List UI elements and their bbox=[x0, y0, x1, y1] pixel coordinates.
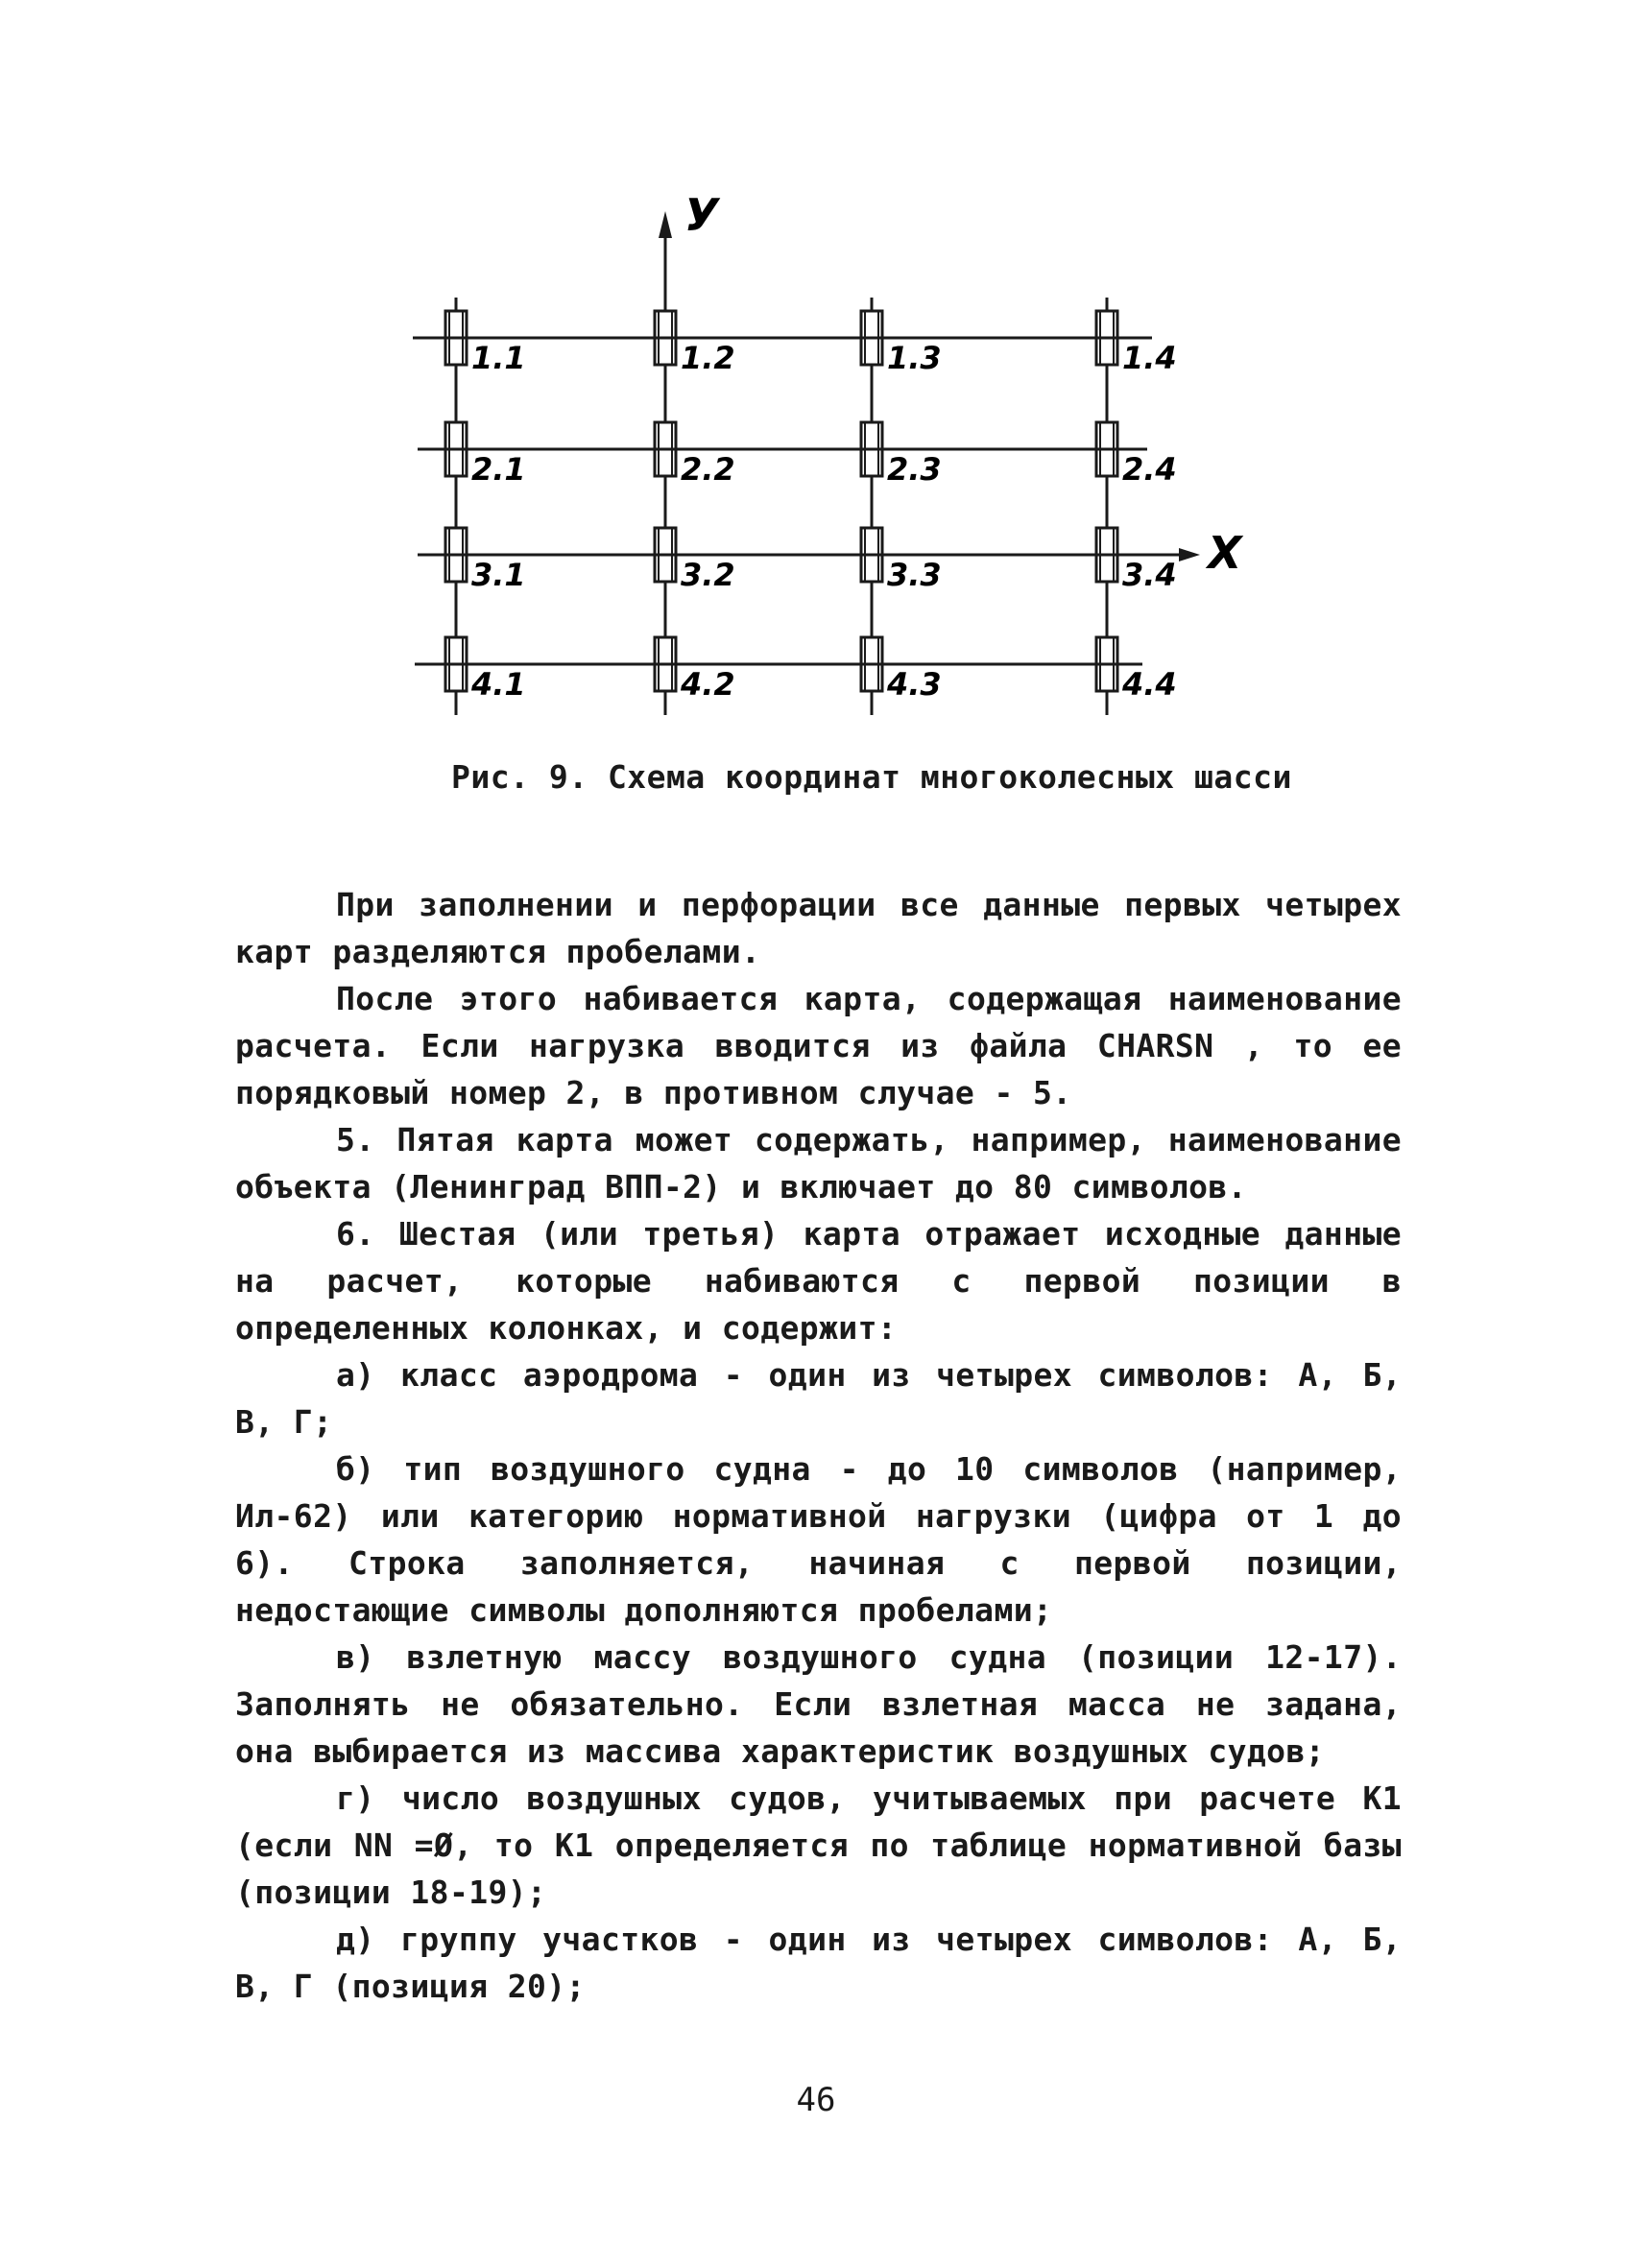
wheel-label: 1.1 bbox=[471, 340, 526, 376]
page-number: 46 bbox=[796, 2081, 836, 2119]
y-axis-arrow-icon bbox=[659, 211, 672, 238]
wheel-symbol bbox=[445, 637, 467, 691]
wheel-symbol bbox=[445, 422, 467, 476]
figure-caption: Рис. 9. Схема координат многоколесных шасси bbox=[451, 758, 1292, 796]
list-item: д) группу участков - один из четырех символов: А, Б, В, Г (позиция 20); bbox=[235, 1921, 1402, 2005]
wheel-group bbox=[445, 311, 1177, 703]
y-axis-label: У bbox=[684, 192, 719, 241]
x-axis-arrow-icon bbox=[1179, 548, 1200, 561]
wheel-symbol bbox=[655, 311, 676, 365]
list-item: б) тип воздушного судна - до 10 символов (например, Ил-62) или категорию нормативной нагрузки (цифра от 1 до 6). Строка заполняется, начиная с первой позиции, недостающие символы дополняются пробелами; bbox=[235, 1450, 1402, 1629]
wheel-symbol bbox=[861, 311, 882, 365]
wheel-label: 2.3 bbox=[887, 451, 942, 488]
wheel-symbol bbox=[445, 311, 467, 365]
chassis-grid-diagram bbox=[403, 192, 1248, 729]
wheel-symbol bbox=[861, 637, 882, 691]
paragraph: 5. Пятая карта может содержать, например, наименование объекта (Ленинград ВПП-2) и включает до 80 символов. bbox=[235, 1121, 1402, 1206]
body-text bbox=[235, 881, 1402, 2010]
paragraph: 6. Шестая (или третья) карта отражает исходные данные на расчет, которые набиваются с первой позиции в определенных колонках, и содержит: bbox=[235, 1215, 1402, 1347]
list-item: г) число воздушных судов, учитываемых при расчете К1 (если NN =Ø, то К1 определяется по таблице нормативной базы (позиции 18-19); bbox=[235, 1779, 1402, 1911]
wheel-label: 3.4 bbox=[1122, 557, 1177, 593]
wheel-label: 3.3 bbox=[887, 557, 942, 593]
wheel-label: 4.3 bbox=[887, 666, 942, 703]
wheel-label: 1.2 bbox=[681, 340, 735, 376]
chassis-coordinate-figure bbox=[403, 192, 1248, 729]
wheel-label: 1.3 bbox=[887, 340, 942, 376]
paragraph: После этого набивается карта, содержащая наименование расчета. Если нагрузка вводится из файла CHARSN , то ее порядковый номер 2, в противном случае - 5. bbox=[235, 980, 1402, 1111]
wheel-symbol bbox=[445, 528, 467, 582]
wheel-symbol bbox=[861, 422, 882, 476]
wheel-label: 1.4 bbox=[1122, 340, 1177, 376]
wheel-label: 4.4 bbox=[1122, 666, 1177, 703]
wheel-label: 4.2 bbox=[681, 666, 735, 703]
wheel-symbol bbox=[1096, 637, 1117, 691]
wheel-symbol bbox=[861, 528, 882, 582]
wheel-symbol bbox=[655, 422, 676, 476]
x-axis-label: X bbox=[1208, 527, 1242, 579]
wheel-label: 2.4 bbox=[1122, 451, 1177, 488]
wheel-symbol bbox=[1096, 311, 1117, 365]
wheel-label: 3.2 bbox=[681, 557, 735, 593]
wheel-label: 2.1 bbox=[471, 451, 526, 488]
wheel-symbol bbox=[655, 637, 676, 691]
list-item: а) класс аэродрома - один из четырех символов: А, Б, В, Г; bbox=[235, 1356, 1402, 1441]
paragraph: При заполнении и перфорации все данные первых четырех карт разделяются пробелами. bbox=[235, 886, 1402, 970]
wheel-symbol bbox=[1096, 422, 1117, 476]
list-item: в) взлетную массу воздушного судна (позиции 12-17). Заполнять не обязательно. Если взлетная масса не задана, она выбирается из массива характеристик воздушных судов; bbox=[235, 1638, 1402, 1770]
wheel-symbol bbox=[655, 528, 676, 582]
wheel-label: 3.1 bbox=[471, 557, 526, 593]
wheel-label: 2.2 bbox=[681, 451, 735, 488]
wheel-symbol bbox=[1096, 528, 1117, 582]
wheel-label: 4.1 bbox=[471, 666, 526, 703]
